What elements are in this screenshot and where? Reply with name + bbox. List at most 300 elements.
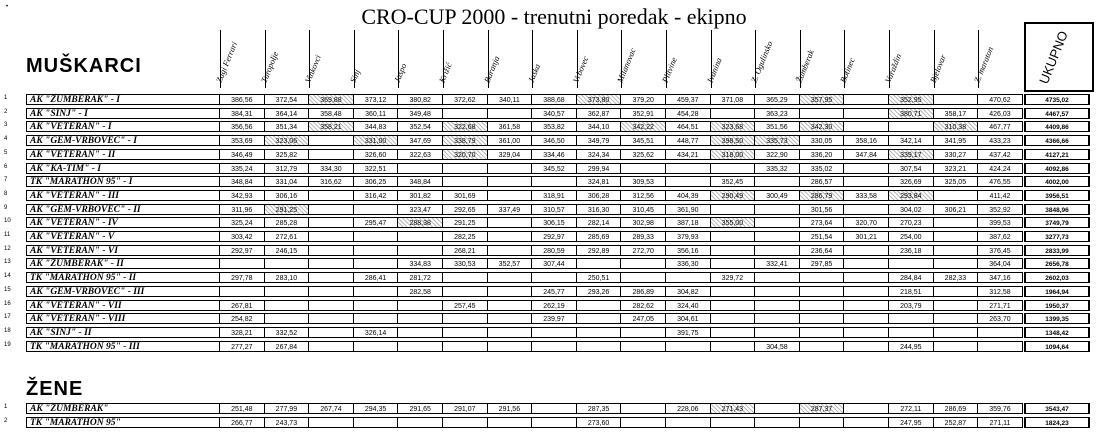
- total-cell: 1399,35: [1024, 313, 1090, 324]
- score-cell: 330,53: [443, 258, 488, 269]
- row-number: 9: [4, 204, 8, 211]
- score-cell: 301,21: [844, 231, 889, 242]
- score-cell: 356,16: [666, 245, 711, 256]
- score-cell: [443, 286, 488, 297]
- score-cell: 316,30: [577, 204, 622, 215]
- table-row: [0, 190, 1108, 202]
- row-number: 17: [4, 314, 11, 321]
- score-cell: [755, 204, 800, 215]
- score-cell: [488, 108, 533, 119]
- score-cell: [934, 231, 979, 242]
- score-cell: [755, 417, 800, 428]
- table-row: [0, 272, 1108, 284]
- score-cell: 292,97: [532, 231, 577, 242]
- score-cell: 277,27: [220, 341, 265, 352]
- team-name: AK "SINJ" - II: [26, 327, 220, 338]
- table-row: [0, 121, 1108, 133]
- score-cell: 347,84: [844, 149, 889, 160]
- score-cell: 347,16: [978, 272, 1023, 283]
- score-cell: [755, 327, 800, 338]
- score-cell: [800, 341, 845, 352]
- score-cell: 323,47: [398, 204, 443, 215]
- score-cell: [488, 327, 533, 338]
- column-header-label: Žumberak: [793, 48, 816, 84]
- score-cell: 352,54: [398, 121, 443, 132]
- row-number: 19: [4, 341, 11, 348]
- score-cell: 326,14: [354, 327, 399, 338]
- score-cell: 254,82: [220, 313, 265, 324]
- total-cell: 1824,23: [1024, 417, 1090, 428]
- score-cell: 318,00: [711, 149, 756, 160]
- row-number: 5: [4, 149, 8, 156]
- score-cell: [934, 217, 979, 228]
- score-cell: [755, 245, 800, 256]
- score-cell: [398, 341, 443, 352]
- score-cell: 306,21: [934, 204, 979, 215]
- score-cell: [265, 286, 310, 297]
- score-cell: [354, 245, 399, 256]
- score-cell: [666, 417, 711, 428]
- column-header-label: Plitvine: [659, 55, 679, 84]
- total-cell: 3848,96: [1024, 204, 1090, 215]
- score-cell: 271,43: [711, 403, 756, 414]
- score-cell: [398, 327, 443, 338]
- score-cell: 277,99: [265, 403, 310, 414]
- score-cell: 339,17: [889, 149, 934, 160]
- team-name: AK "ŽUMBERAK": [26, 403, 220, 414]
- score-cell: 329,72: [711, 272, 756, 283]
- score-cell: 322,51: [354, 163, 399, 174]
- score-cell: [755, 231, 800, 242]
- score-cell: 263,70: [978, 313, 1023, 324]
- score-cell: [800, 108, 845, 119]
- score-cell: [755, 313, 800, 324]
- score-cell: [666, 341, 711, 352]
- team-name: AK "VETERAN" - III: [26, 190, 220, 201]
- score-cell: [488, 176, 533, 187]
- table-row: [0, 341, 1108, 353]
- score-cell: [443, 341, 488, 352]
- score-cell: 306,15: [532, 217, 577, 228]
- score-cell: 345,52: [532, 163, 577, 174]
- score-cell: 282,58: [398, 286, 443, 297]
- score-cell: 268,21: [443, 245, 488, 256]
- score-cell: [889, 327, 934, 338]
- score-cell: [577, 341, 622, 352]
- score-cell: [443, 417, 488, 428]
- score-cell: [844, 286, 889, 297]
- score-cell: 267,84: [265, 341, 310, 352]
- score-cell: 335,24: [220, 163, 265, 174]
- score-cell: 373,12: [354, 94, 399, 105]
- row-number: 1: [4, 404, 8, 410]
- score-cell: 404,39: [666, 190, 711, 201]
- score-cell: 322,63: [398, 149, 443, 160]
- score-cell: [844, 300, 889, 311]
- score-cell: [443, 327, 488, 338]
- score-cell: [265, 258, 310, 269]
- score-cell: [309, 190, 354, 201]
- score-cell: 358,16: [844, 135, 889, 146]
- score-cell: [755, 286, 800, 297]
- score-cell: 247,05: [621, 313, 666, 324]
- score-cell: [220, 258, 265, 269]
- total-cell: 3956,51: [1024, 190, 1090, 201]
- score-cell: 262,19: [532, 300, 577, 311]
- score-cell: 352,92: [978, 204, 1023, 215]
- score-cell: 356,56: [220, 121, 265, 132]
- score-cell: [844, 94, 889, 105]
- score-cell: 273,64: [800, 217, 845, 228]
- table-row: [0, 403, 1108, 415]
- total-cell: 4092,86: [1024, 163, 1090, 174]
- row-number: 7: [4, 177, 8, 184]
- score-cell: 270,23: [889, 217, 934, 228]
- score-cell: [621, 327, 666, 338]
- table-row: [0, 94, 1108, 106]
- score-cell: [889, 313, 934, 324]
- score-cell: [844, 258, 889, 269]
- table-row: [0, 286, 1108, 298]
- score-cell: [309, 341, 354, 352]
- score-cell: [711, 204, 756, 215]
- score-cell: 333,58: [844, 190, 889, 201]
- score-cell: [711, 108, 756, 119]
- total-cell: 1348,42: [1024, 327, 1090, 338]
- column-header-label: Milanovac: [615, 46, 639, 84]
- score-cell: 291,65: [398, 403, 443, 414]
- score-cell: 316,42: [354, 190, 399, 201]
- score-cell: [398, 231, 443, 242]
- score-cell: [354, 231, 399, 242]
- row-number: 16: [4, 300, 11, 307]
- score-cell: 297,85: [800, 258, 845, 269]
- score-cell: [577, 313, 622, 324]
- score-cell: 283,10: [265, 272, 310, 283]
- score-cell: [844, 176, 889, 187]
- score-cell: 320,70: [844, 217, 889, 228]
- table-row: [0, 327, 1108, 339]
- row-number: 18: [4, 327, 11, 334]
- score-cell: 361,90: [666, 204, 711, 215]
- score-cell: [800, 417, 845, 428]
- score-cell: [488, 417, 533, 428]
- score-cell: 398,50: [711, 135, 756, 146]
- score-cell: 252,87: [934, 417, 979, 428]
- score-cell: [934, 94, 979, 105]
- score-cell: [532, 176, 577, 187]
- score-cell: 357,95: [800, 94, 845, 105]
- team-name: AK "GEM-VRBOVEC" - II: [26, 204, 220, 215]
- team-name: AK "VETERAN" - V: [26, 231, 220, 242]
- score-cell: 335,32: [755, 163, 800, 174]
- score-cell: 470,62: [978, 94, 1023, 105]
- team-name: AK "ŽUMBERAK" - II: [26, 258, 220, 269]
- score-cell: 282,62: [621, 300, 666, 311]
- score-cell: [532, 341, 577, 352]
- score-cell: [711, 300, 756, 311]
- total-cell: 4735,02: [1024, 94, 1090, 105]
- score-cell: 309,53: [621, 176, 666, 187]
- score-cell: 245,77: [532, 286, 577, 297]
- score-cell: 351,56: [755, 121, 800, 132]
- total-cell: 1950,37: [1024, 300, 1090, 311]
- score-cell: 266,77: [220, 417, 265, 428]
- score-cell: 301,56: [800, 204, 845, 215]
- score-cell: 286,89: [621, 286, 666, 297]
- score-cell: [755, 403, 800, 414]
- score-cell: 363,23: [755, 108, 800, 119]
- score-cell: 347,69: [398, 135, 443, 146]
- table-row: [0, 176, 1108, 188]
- team-name: AK "VETERAN" - II: [26, 149, 220, 160]
- score-cell: [621, 403, 666, 414]
- score-cell: 467,77: [978, 121, 1023, 132]
- score-cell: [711, 245, 756, 256]
- team-name: AK "VETERAN" - VII: [26, 300, 220, 311]
- score-cell: 353,69: [220, 135, 265, 146]
- score-cell: 476,55: [978, 176, 1023, 187]
- score-cell: 273,60: [577, 417, 622, 428]
- score-cell: 338,79: [443, 135, 488, 146]
- score-cell: 361,58: [488, 121, 533, 132]
- total-cell: 2833,99: [1024, 245, 1090, 256]
- score-cell: [577, 258, 622, 269]
- row-number: 6: [4, 163, 8, 170]
- score-cell: 353,82: [532, 121, 577, 132]
- total-cell: 4467,57: [1024, 108, 1090, 119]
- score-cell: 426,03: [978, 108, 1023, 119]
- score-cell: 306,16: [265, 190, 310, 201]
- score-cell: [844, 121, 889, 132]
- score-cell: 304,02: [889, 204, 934, 215]
- total-cell: 2602,03: [1024, 272, 1090, 283]
- score-cell: 352,91: [621, 108, 666, 119]
- score-cell: 437,42: [978, 149, 1023, 160]
- column-header-label: Vinkovci: [302, 53, 324, 84]
- score-cell: 340,11: [488, 94, 533, 105]
- score-cell: 312,56: [621, 190, 666, 201]
- score-cell: 291,07: [443, 403, 488, 414]
- score-cell: 330,27: [934, 149, 979, 160]
- score-cell: 434,21: [666, 149, 711, 160]
- score-cell: [443, 313, 488, 324]
- score-cell: 310,38: [934, 121, 979, 132]
- score-cell: 280,59: [532, 245, 577, 256]
- total-cell: 3543,47: [1024, 403, 1090, 414]
- score-cell: 285,28: [265, 217, 310, 228]
- score-cell: 306,28: [577, 190, 622, 201]
- score-cell: [488, 272, 533, 283]
- score-cell: 325,05: [934, 176, 979, 187]
- corner-mark: •: [6, 4, 9, 10]
- score-cell: 281,72: [398, 272, 443, 283]
- score-cell: 254,00: [889, 231, 934, 242]
- score-cell: 272,70: [621, 245, 666, 256]
- score-cell: 328,21: [220, 327, 265, 338]
- score-cell: 325,24: [220, 217, 265, 228]
- total-cell: 1094,64: [1024, 341, 1090, 352]
- row-number: 2: [4, 108, 8, 115]
- row-number: 11: [4, 232, 11, 238]
- score-cell: [844, 108, 889, 119]
- row-number: 10: [4, 218, 11, 225]
- score-cell: 243,73: [265, 417, 310, 428]
- score-cell: 351,34: [265, 121, 310, 132]
- score-cell: 307,54: [889, 163, 934, 174]
- score-cell: 310,57: [532, 204, 577, 215]
- score-cell: 342,93: [220, 190, 265, 201]
- score-cell: [265, 300, 310, 311]
- column-header-label: Jaspo: [392, 61, 409, 84]
- score-cell: [844, 204, 889, 215]
- score-cell: 295,47: [354, 217, 399, 228]
- score-cell: 324,40: [666, 300, 711, 311]
- score-cell: [532, 403, 577, 414]
- score-cell: 335,73: [755, 135, 800, 146]
- section-women: ŽENE: [26, 378, 84, 400]
- score-cell: 342,14: [889, 135, 934, 146]
- row-number: 15: [4, 286, 11, 293]
- score-cell: [309, 286, 354, 297]
- score-cell: 336,20: [800, 149, 845, 160]
- score-cell: 289,33: [621, 231, 666, 242]
- score-cell: 306,25: [354, 176, 399, 187]
- section-men: MUŠKARCI: [26, 55, 142, 77]
- score-cell: [934, 286, 979, 297]
- table-row: [0, 163, 1108, 175]
- score-cell: 267,74: [309, 403, 354, 414]
- score-cell: 291,25: [443, 217, 488, 228]
- score-cell: [621, 341, 666, 352]
- team-name: AK "VETERAN" - VIII: [26, 313, 220, 324]
- score-cell: 386,56: [220, 94, 265, 105]
- score-cell: 303,42: [220, 231, 265, 242]
- table-row: [0, 135, 1108, 147]
- total-cell: 4002,00: [1024, 176, 1090, 187]
- score-cell: 380,71: [889, 108, 934, 119]
- score-cell: 332,41: [755, 258, 800, 269]
- score-cell: [755, 272, 800, 283]
- score-cell: [666, 163, 711, 174]
- score-cell: 346,49: [220, 149, 265, 160]
- score-cell: [889, 258, 934, 269]
- team-name: AK "SINJ" - I: [26, 108, 220, 119]
- score-cell: 292,65: [443, 204, 488, 215]
- score-cell: [711, 286, 756, 297]
- column-header-label: Bjelovar: [927, 53, 948, 84]
- score-cell: 267,81: [220, 300, 265, 311]
- score-cell: 287,35: [577, 403, 622, 414]
- score-cell: 355,00: [711, 217, 756, 228]
- score-cell: 304,58: [755, 341, 800, 352]
- score-cell: 424,24: [978, 163, 1023, 174]
- score-cell: [443, 163, 488, 174]
- score-cell: 464,51: [666, 121, 711, 132]
- team-name: AK "VETERAN" - I: [26, 121, 220, 132]
- score-cell: 203,79: [889, 300, 934, 311]
- score-cell: [844, 327, 889, 338]
- score-cell: 371,08: [711, 94, 756, 105]
- score-cell: 251,54: [800, 231, 845, 242]
- score-cell: 448,77: [666, 135, 711, 146]
- score-cell: [398, 163, 443, 174]
- score-cell: 301,69: [443, 190, 488, 201]
- score-cell: [398, 313, 443, 324]
- total-header: [1024, 22, 1094, 92]
- score-cell: [309, 149, 354, 160]
- column-header-label: Turopolje: [258, 49, 280, 84]
- score-cell: [577, 300, 622, 311]
- score-cell: 299,94: [577, 163, 622, 174]
- score-cell: [844, 313, 889, 324]
- score-cell: 380,82: [398, 94, 443, 105]
- score-cell: [800, 327, 845, 338]
- row-number: 2: [4, 418, 8, 424]
- score-cell: [711, 231, 756, 242]
- score-cell: 250,51: [577, 272, 622, 283]
- table-row: [0, 231, 1108, 243]
- score-cell: 282,14: [577, 217, 622, 228]
- score-cell: 334,30: [309, 163, 354, 174]
- score-cell: 340,57: [532, 108, 577, 119]
- score-cell: 282,33: [934, 272, 979, 283]
- score-cell: 312,58: [978, 286, 1023, 297]
- total-cell: 1964,94: [1024, 286, 1090, 297]
- column-header-label: Varaždin: [882, 52, 904, 84]
- score-cell: 325,62: [621, 149, 666, 160]
- column-header-label: Vrbovec: [570, 54, 591, 84]
- score-cell: 411,42: [978, 190, 1023, 201]
- score-cell: [488, 190, 533, 201]
- score-cell: 373,80: [577, 94, 622, 105]
- score-cell: [309, 327, 354, 338]
- score-cell: 286,57: [800, 176, 845, 187]
- score-cell: 257,45: [443, 300, 488, 311]
- score-cell: 358,17: [934, 108, 979, 119]
- score-cell: 311,96: [220, 204, 265, 215]
- score-cell: 284,84: [889, 272, 934, 283]
- score-cell: [532, 417, 577, 428]
- score-cell: 348,84: [398, 176, 443, 187]
- score-cell: 292,89: [577, 245, 622, 256]
- total-cell: 4409,86: [1024, 121, 1090, 132]
- score-cell: 291,56: [488, 403, 533, 414]
- column-header-label: Baranja: [481, 54, 502, 84]
- score-cell: [934, 327, 979, 338]
- score-cell: [354, 341, 399, 352]
- score-cell: 294,35: [354, 403, 399, 414]
- column-header-label: Jaska: [525, 62, 543, 84]
- score-cell: 362,87: [577, 108, 622, 119]
- score-cell: [844, 403, 889, 414]
- score-cell: [309, 258, 354, 269]
- score-cell: [309, 272, 354, 283]
- score-cell: 247,95: [889, 417, 934, 428]
- total-cell: 4366,66: [1024, 135, 1090, 146]
- score-cell: 345,51: [621, 135, 666, 146]
- table-row: [0, 108, 1108, 120]
- score-cell: [309, 245, 354, 256]
- score-cell: [443, 272, 488, 283]
- score-cell: [844, 341, 889, 352]
- team-name: AK "ŽUMBERAK" - I: [26, 94, 220, 105]
- score-cell: 272,11: [889, 403, 934, 414]
- score-cell: [934, 258, 979, 269]
- score-cell: [621, 258, 666, 269]
- score-cell: 331,04: [265, 176, 310, 187]
- score-cell: 251,48: [220, 403, 265, 414]
